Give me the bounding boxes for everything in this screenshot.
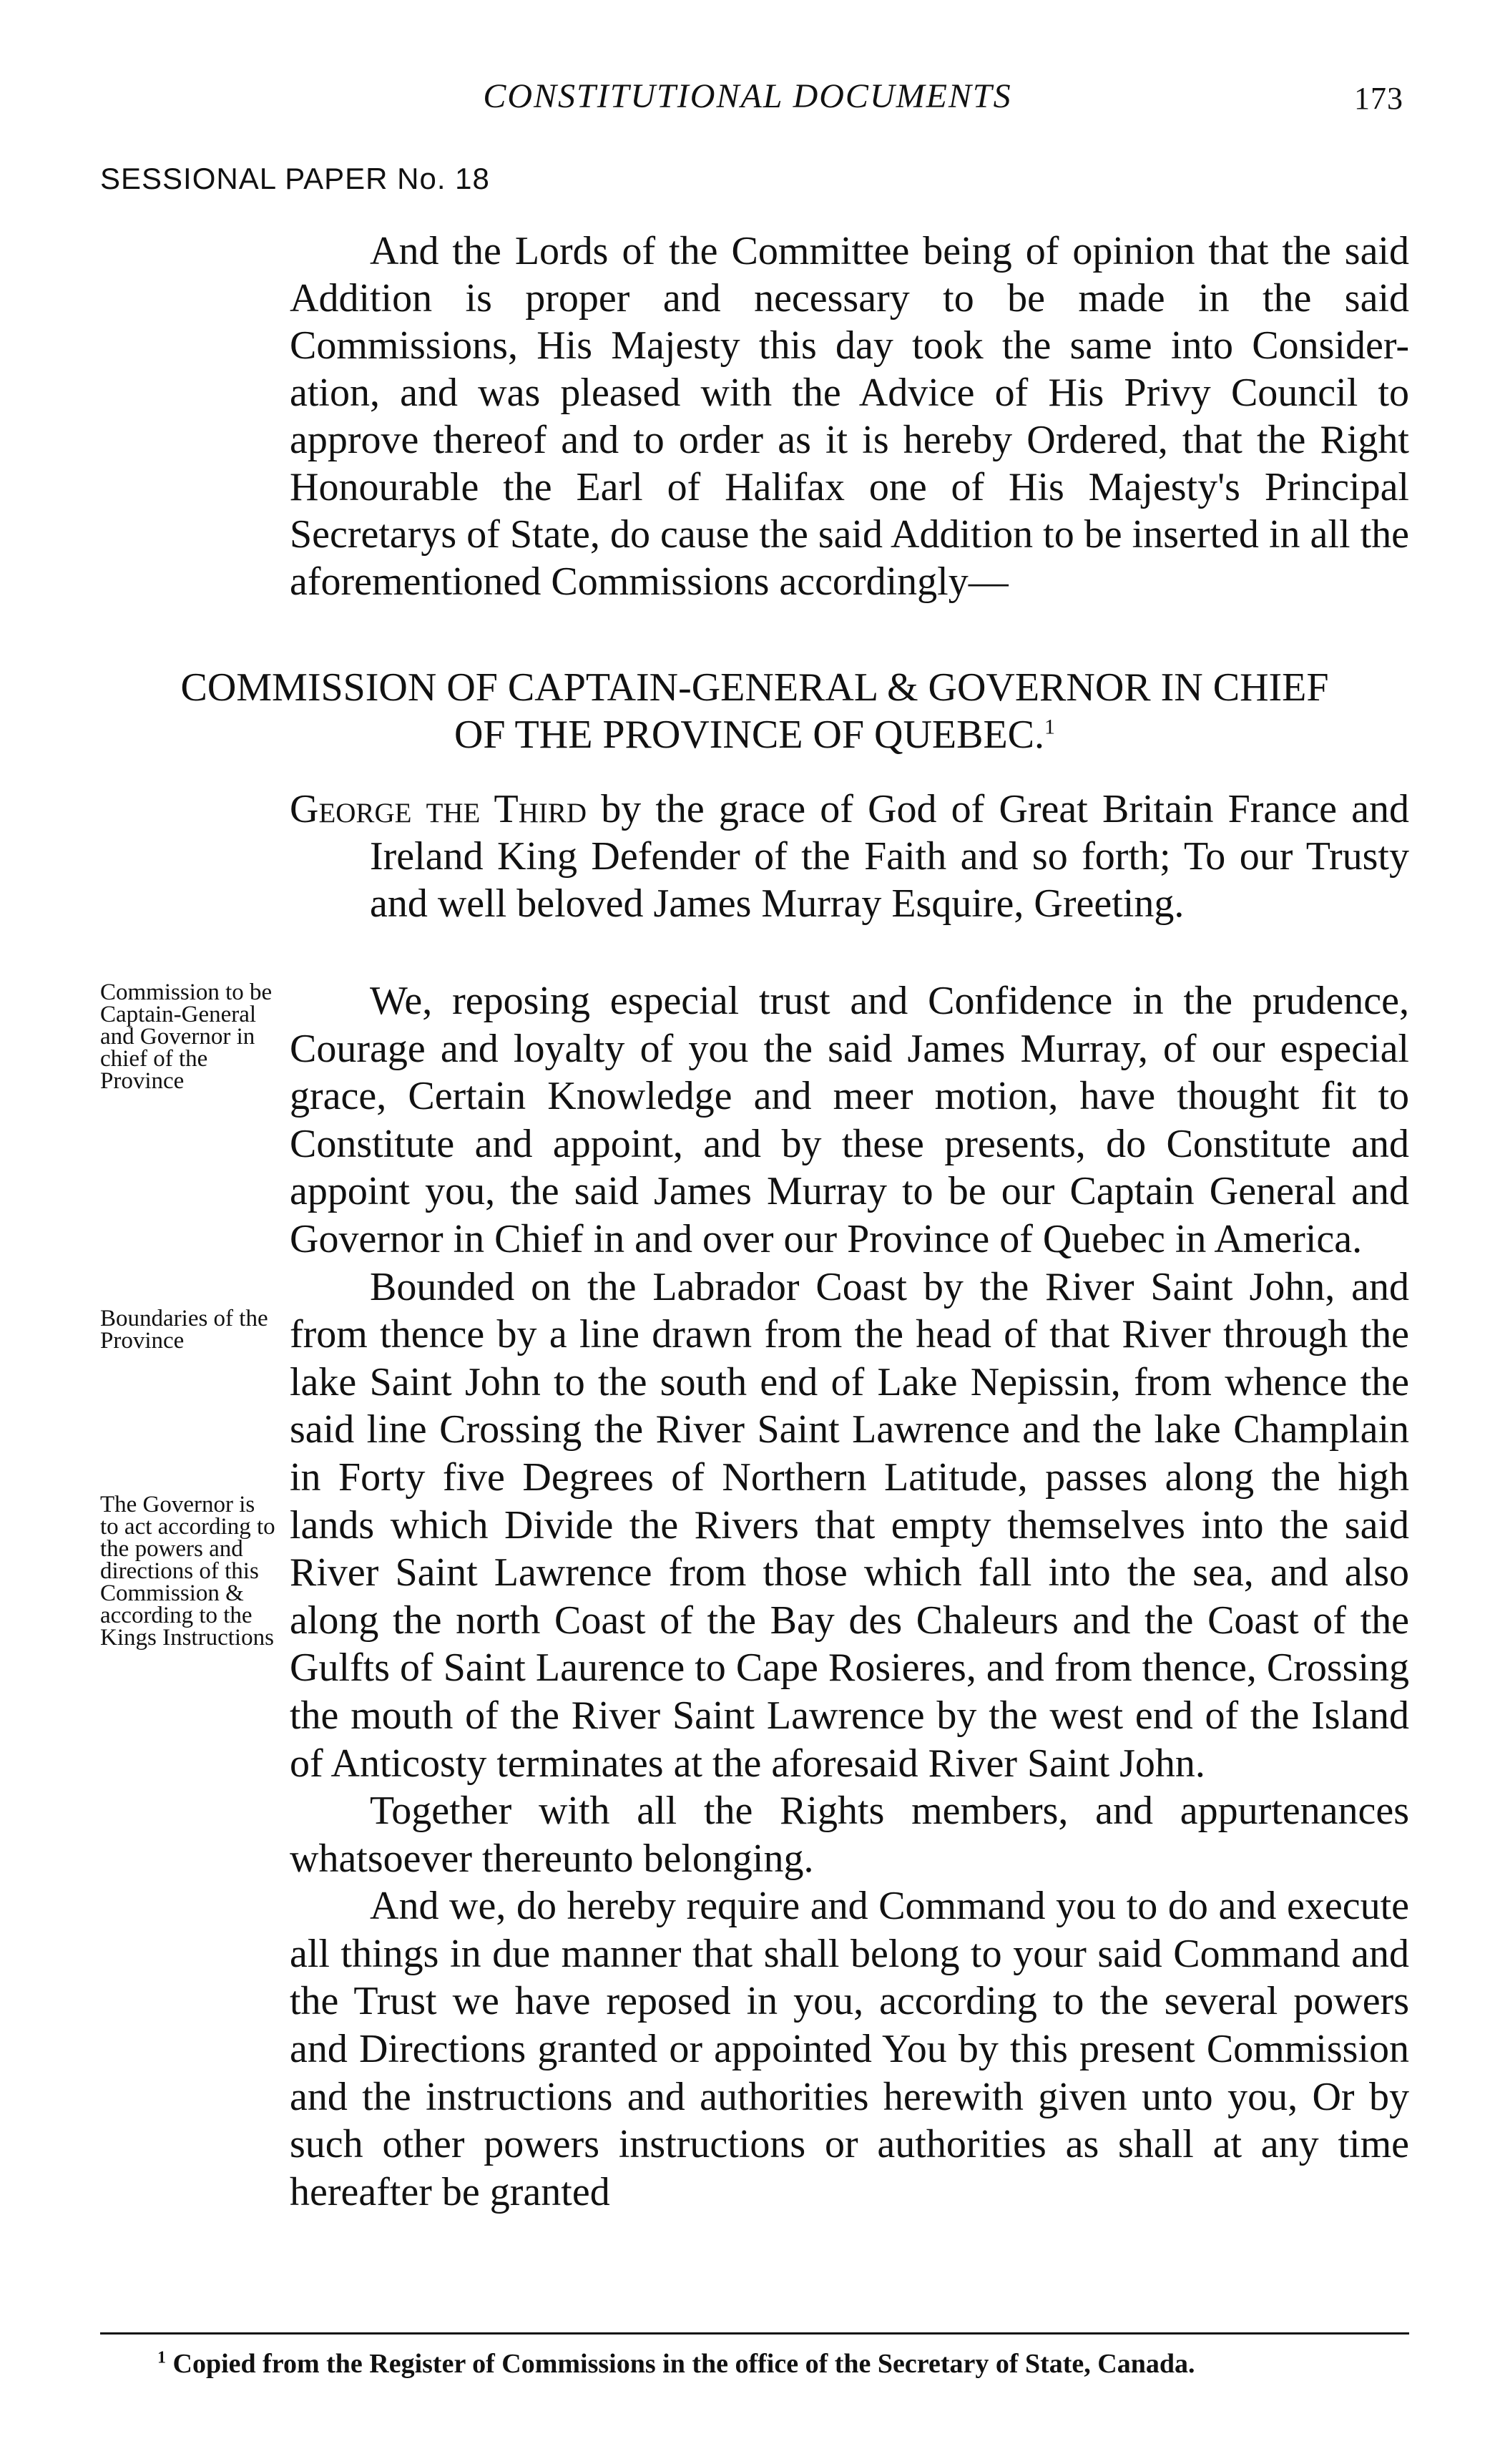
margin-note-boundaries: Boundaries of the Province: [100, 1306, 268, 1354]
heading-line-1: COMMISSION OF CAPTAIN-GENERAL & GOVERNOR IN CHIEF: [180, 665, 1329, 710]
commission-body: [290, 977, 1409, 2216]
footnote: [157, 2345, 1431, 2382]
footnote-text: Copied from the Register of Commissions in the office of the Secretary of State, Canada.: [166, 2349, 1195, 2379]
sovereign-name: George the Third: [290, 787, 587, 831]
address-paragraph: [290, 786, 1409, 927]
section-heading: [100, 664, 1409, 758]
body-paragraph: And we, do hereby require and Command you to do and execute all things in due manner that shall belong to your said Command and the Trust we have reposed in you, according to the several powers and Directions granted or appointed You by this present Commission and the instructions and authorities herewith given unto you, Or by such other powers instructions or authorities as shall at any time hereafter be granted: [290, 1884, 1409, 2214]
page-number: 173: [1354, 81, 1403, 116]
margin-note-governor-powers: The Governor is to act according to the powers and directions of this Commission & according to the Kings Instructions: [100, 1492, 275, 1651]
body-paragraph: We, reposing especial trust and Confidence in the prudence, Courage and loyalty of you the said James Murray, of our especial grace, Certain Knowledge and meer motion, have thought fit to Constitute and appoint, and by these presents, do Constitute and appoint you, the said James Murray to be our Captain General and Governor in Chief in and over our Province of Quebec in America.: [290, 979, 1409, 1261]
footnote-marker: 1: [157, 2348, 166, 2367]
footnote-divider: [100, 2332, 1409, 2335]
royal-address: [290, 786, 1409, 927]
opening-paragraph: [290, 228, 1409, 605]
heading-line-2-text: OF THE PROVINCE OF QUEBEC.: [454, 713, 1045, 757]
margin-note-commission: Commission to be Captain-General and Governor in chief of the Province: [100, 979, 273, 1094]
footnote-reference: 1: [1044, 715, 1056, 739]
sessional-paper-label: SESSIONAL PAPER No. 18: [100, 162, 490, 195]
body-paragraph: Together with all the Rights members, and appurtenances whatsoever thereunto belonging.: [290, 1789, 1409, 1881]
address-text: by the grace of God of Great Britain France and Ireland King Defender of the Faith and so forth; To our Trusty and well beloved James Murray Esquire, Greeting.: [370, 787, 1409, 926]
running-title: CONSTITUTIONAL DOCUMENTS: [483, 77, 1012, 115]
body-paragraph: Bounded on the Labrador Coast by the River Saint John, and from thence by a line drawn from the head of that River through the lake Saint John to the south end of Lake Nepissin, from whence the said line Crossing the River Saint Lawrence and the lake Champlain in Forty five Degrees of Northern Latitude, passes along the high lands which Divide the Rivers that empty themselves into the said River Saint Lawrence from those which fall into the sea, and also along the north Coast of the Bay des Chaleurs and the Coast of the Gulfts of Saint Laurence to Cape Rosieres, and from thence, Crossing the mouth of the River Saint Lawrence by the west end of the Island of Anticosty terminates at the aforesaid River Saint John.: [290, 1264, 1409, 1786]
paragraph-text: And the Lords of the Committee being of opinion that the said Addition is proper and necessary to be made in the said Commissions, His Majesty this day took the same into Consider-ation, and was pleased with the Advice of His Privy Council to approve thereof and to order as it is hereby Ordered, that the Right Honourable the Earl of Halifax one of His Majesty's Principal Secretarys of State, do cause the said Addition to be inserted in all the aforementioned Commissions accordingly—: [290, 229, 1409, 604]
heading-line-2: [100, 711, 1409, 758]
